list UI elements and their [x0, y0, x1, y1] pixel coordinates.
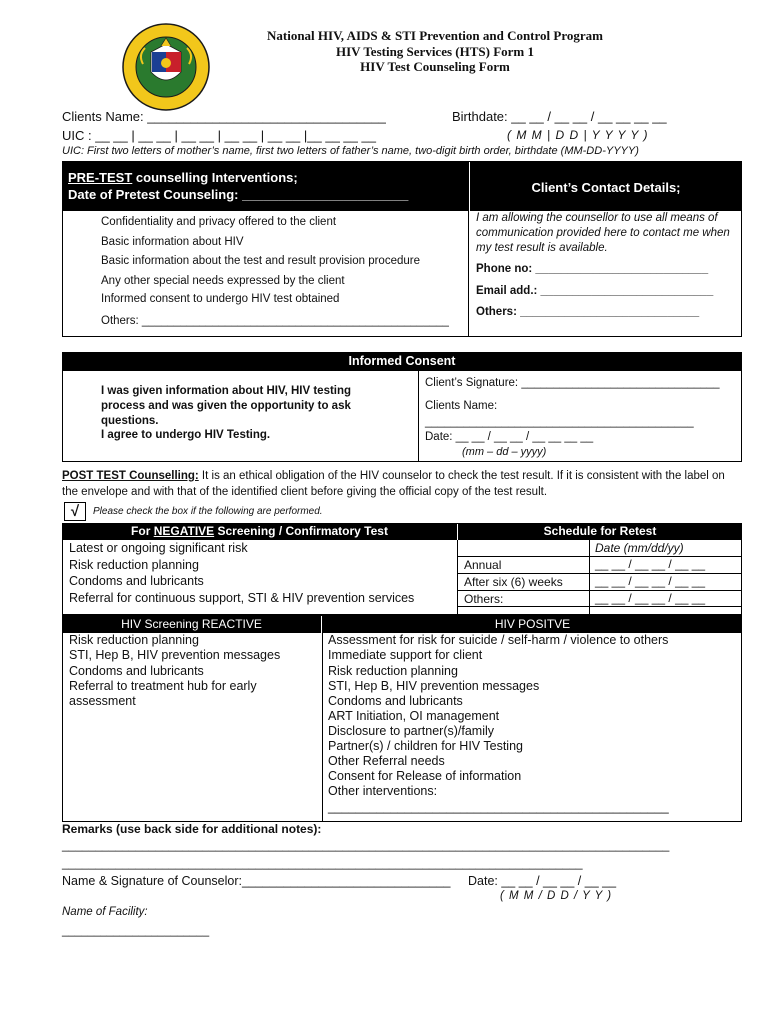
- retest-date-header: Date (mm/dd/yy): [595, 541, 684, 555]
- birthdate-field[interactable]: Birthdate: __ __ / __ __ / __ __ __ __: [452, 109, 667, 124]
- negative-item[interactable]: Referral for continuous support, STI & HIV prevention services: [69, 591, 415, 605]
- retest-label-others: Others:: [464, 592, 504, 606]
- consent-client-name-field[interactable]: __________________________________________: [425, 416, 694, 428]
- negative-item[interactable]: Condoms and lubricants: [69, 574, 204, 588]
- consent-statement: I was given information about HIV, HIV testing process and was given the opportunity to ask questions.: [101, 385, 352, 427]
- other-interventions-field[interactable]: _________________________________________________: [328, 800, 669, 814]
- pretest-header: [62, 161, 468, 211]
- informed-consent-header: Informed Consent: [62, 352, 742, 371]
- post-test-label: POST TEST Counselling:: [62, 470, 199, 482]
- check-box[interactable]: √: [64, 502, 86, 521]
- remarks-line-1[interactable]: ___________________________________________________________________________________________: [62, 838, 670, 852]
- phone-field[interactable]: Phone no: ___________________________: [476, 263, 709, 275]
- reactive-item[interactable]: Condoms and lubricants: [69, 664, 204, 678]
- pretest-others-field[interactable]: Others: ________________________________________________: [101, 315, 449, 327]
- positive-item[interactable]: Consent for Release of information: [328, 769, 522, 783]
- retest-date-six-weeks[interactable]: __ __ / __ __ / __ __: [595, 574, 706, 588]
- consent-date-field[interactable]: Date: __ __ / __ __ / __ __ __ __: [425, 431, 594, 443]
- reactive-item: assessment: [69, 694, 136, 708]
- facility-label: Name of Facility:: [62, 906, 148, 918]
- retest-label-annual: Annual: [464, 558, 502, 572]
- positive-item[interactable]: Disclosure to partner(s)/family: [328, 724, 495, 738]
- remarks-line-2[interactable]: ______________________________________________________________________________: [62, 856, 583, 870]
- negative-item[interactable]: Risk reduction planning: [69, 558, 199, 572]
- counselor-date-field[interactable]: Date: __ __ / __ __ / __ __: [468, 874, 617, 888]
- pretest-item[interactable]: Informed consent to undergo HIV test obtained: [101, 293, 340, 305]
- pretest-title: PRE-TEST counselling Interventions;: [68, 170, 298, 185]
- reactive-header: HIV Screening REACTIVE: [62, 616, 321, 633]
- uic-note: UIC: First two letters of mother’s name, first two letters of father’s name, two-digit birth order, birthdate (MM-DD-YYYY): [62, 145, 639, 157]
- contact-others-field[interactable]: Others: ____________________________: [476, 306, 700, 318]
- counselor-date-format-hint: ( M M / D D / Y Y ): [500, 890, 613, 902]
- pretest-item[interactable]: Basic information about HIV: [101, 236, 244, 248]
- email-field[interactable]: Email add.: ___________________________: [476, 285, 714, 297]
- negative-item[interactable]: Latest or ongoing significant risk: [69, 541, 248, 555]
- positive-item[interactable]: ART Initiation, OI management: [328, 709, 500, 723]
- consent-agree: I agree to undergo HIV Testing.: [101, 429, 271, 441]
- reactive-item[interactable]: Referral to treatment hub for early: [69, 679, 257, 693]
- positive-item[interactable]: Immediate support for client: [328, 648, 483, 662]
- client-signature-field[interactable]: Client’s Signature: _______________________________: [425, 377, 720, 389]
- retest-label-six-weeks: After six (6) weeks: [464, 575, 563, 589]
- positive-item[interactable]: STI, Hep B, HIV prevention messages: [328, 679, 540, 693]
- positive-item[interactable]: Partner(s) / children for HIV Testing: [328, 739, 523, 753]
- pretest-date-field[interactable]: Date of Pretest Counseling: _______________________: [68, 187, 409, 202]
- positive-item[interactable]: Other interventions:: [328, 784, 438, 798]
- facility-field[interactable]: _______________________: [62, 925, 210, 937]
- positive-item[interactable]: Assessment for risk for suicide / self-harm / violence to others: [328, 633, 669, 647]
- doh-seal: [121, 22, 211, 112]
- remarks-label: Remarks (use back side for additional notes):: [62, 822, 322, 836]
- contact-title: Client’s Contact Details;: [531, 180, 681, 195]
- retest-title: Schedule for Retest: [543, 524, 657, 538]
- uic-field[interactable]: UIC : __ __ | __ __ | __ __ | __ __ | __ __ |__ __ __ __: [62, 128, 376, 143]
- program-title: National HIV, AIDS & STI Prevention and Control Program: [267, 28, 603, 43]
- check-note: Please check the box if the following are performed.: [93, 506, 323, 517]
- form-code-title: HIV Testing Services (HTS) Form 1: [335, 44, 534, 59]
- counselor-name-signature-field[interactable]: Name & Signature of Counselor:______________________________: [62, 874, 451, 888]
- post-test-paragraph: POST TEST Counselling: It is an ethical obligation of the HIV counselor to check the test result. If it is consistent with the label on the envelope and with that of the identified client before giving the official copy of the test result.: [62, 470, 725, 498]
- negative-title: For NEGATIVE Screening / Confirmatory Test: [131, 524, 388, 538]
- reactive-item[interactable]: STI, Hep B, HIV prevention messages: [69, 648, 281, 662]
- clients-name-field[interactable]: Clients Name: _________________________________: [62, 109, 386, 124]
- contact-consent-text: I am allowing the counsellor to use all means of communication provided here to contact me when my test result is available.: [476, 212, 730, 254]
- retest-date-annual[interactable]: __ __ / __ __ / __ __: [595, 557, 706, 571]
- positive-item[interactable]: Other Referral needs: [328, 754, 445, 768]
- consent-date-format-hint: (mm – dd – yyyy): [462, 446, 547, 458]
- positive-header: HIV POSITVE: [323, 616, 742, 633]
- birthdate-format-hint: ( M M | D D | Y Y Y Y ): [507, 128, 649, 142]
- pretest-item[interactable]: Confidentiality and privacy offered to the client: [101, 216, 337, 228]
- pretest-item[interactable]: Any other special needs expressed by the client: [101, 275, 345, 287]
- reactive-item[interactable]: Risk reduction planning: [69, 633, 199, 647]
- consent-client-name-label: Clients Name:: [425, 400, 498, 412]
- positive-item[interactable]: Condoms and lubricants: [328, 694, 463, 708]
- form-title: HIV Test Counseling Form: [360, 59, 510, 74]
- retest-date-others[interactable]: __ __ / __ __ / __ __: [595, 591, 706, 605]
- pretest-item[interactable]: Basic information about the test and result provision procedure: [101, 255, 420, 267]
- positive-item[interactable]: Risk reduction planning: [328, 664, 458, 678]
